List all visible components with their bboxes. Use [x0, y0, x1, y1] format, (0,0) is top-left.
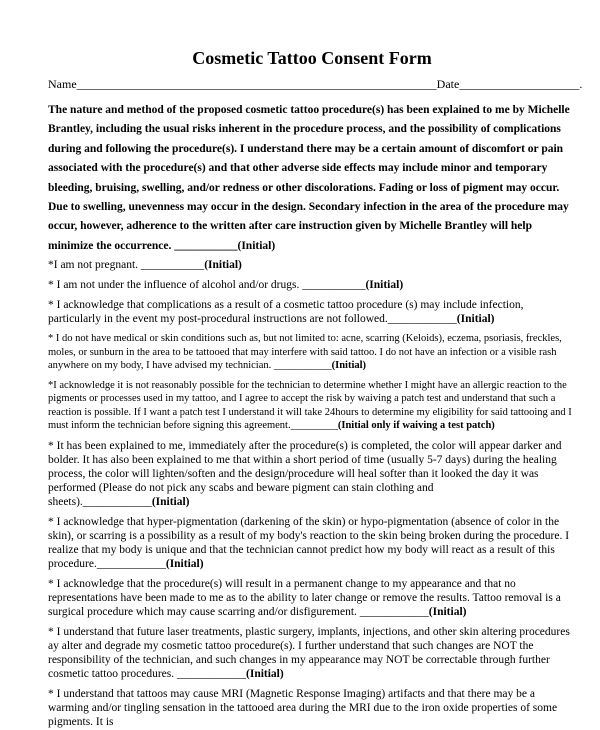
statement-pregnancy	[48, 258, 576, 272]
statement-text: * I understand that tattoos may cause MRI (Magnetic Response Imaging) artifacts and that there may be a warming and/or tingling sensation in the tattooed area during the MRI due to the iron oxide properties of some pigments. It is	[48, 687, 558, 728]
statement-alcohol	[48, 278, 576, 292]
name-label: Name	[48, 77, 77, 91]
statement-mri	[48, 687, 576, 729]
statement-future-treatments	[48, 625, 576, 681]
form-title: Cosmetic Tattoo Consent Form	[192, 48, 432, 68]
statement-color-healing	[48, 439, 576, 509]
statement-text: * I do not have medical or skin conditions such as, but not limited to: acne, scarring (Keloids), eczema, psoriasis, freckles, moles, or sunburn in the area to be tattooed that may interfere with said tattoo. I do not have an infection or a visible rash anywhere on my body, I have advised my technician. ___________	[48, 333, 562, 372]
initial-label: (Initial)	[165, 557, 204, 570]
statement-text: * I acknowledge that complications as a result of a cosmetic tattoo procedure (s) may include infection, particularly in the event my post-procedural instructions are not followed.____________	[48, 299, 524, 326]
statement-skin-conditions	[48, 332, 576, 373]
initial-label: (Initial)	[456, 313, 495, 326]
date-label: Date	[436, 77, 460, 91]
statement-complications	[48, 298, 576, 326]
statement-text: * I acknowledge that hyper-pigmentation (darkening of the skin) or hypo-pigmentation (absence of color in the skin), or scarring is a possibility as a result of my body's reaction to the skin being broken during the procedure. I realize that my body is unique and that the technician cannot predict how my body will react as a result of this procedure.____________	[48, 515, 570, 570]
initial-label: (Initial)	[151, 495, 190, 508]
statement-text: * I understand that future laser treatments, plastic surgery, implants, injections, and other skin altering procedures ay alter and degrade my cosmetic tattoo procedure(s). I further understand that such changes are NOT the responsibility of the technician, and such changes in my appearance may NOT be correctable through further cosmetic tattoo procedures. ____________	[48, 625, 570, 680]
name-field[interactable]: ____________________________________________________________	[76, 77, 437, 91]
initial-label: (Initial)	[331, 360, 367, 372]
name-date-row	[48, 77, 583, 91]
statement-text: * I am not under the influence of alcohol and/or drugs. ___________	[48, 279, 366, 292]
date-field[interactable]: ____________________.	[459, 77, 583, 91]
statement-permanent-change	[48, 577, 576, 619]
initial-label: (Initial)	[204, 259, 242, 272]
initial-label: (Initial)	[246, 667, 284, 680]
statement-text: * It has been explained to me, immediately after the procedure(s) is completed, the color will appear darker and bolder. It has also been explained to me that within a short period of time (usually 5-7 days) during the healing process, the color will lighten/soften and the design/procedure will heal softer than it looked the day it was performed (Please do not pick any scabs and beware pigment can stain clothing and sheets).____________	[48, 439, 562, 508]
initial-label: (Initial only if waiving a test patch)	[337, 420, 495, 432]
intro-paragraph: The nature and method of the proposed cosmetic tattoo procedure(s) has been explained to me by Michelle Brantley, including the usual risks inherent in the procedure process, and the possibility of complications during and following the procedure(s). I understand there may be a certain amount of discomfort or pain associated with the procedure(s) and that other adverse side effects may include minor and temporary bleeding, bruising, swelling, and/or redness or other discolorations. Fading or loss of pigment may occur. Due to swelling, unevenness may occur in the design. Secondary infection in the area of the procedure may occur, however, adherence to the written after care instruction given by Michelle Brantley will help minimize the occurrence. ___________(Initial)	[48, 104, 570, 252]
statement-pigmentation	[48, 515, 576, 571]
initial-label: (Initial)	[428, 605, 467, 618]
statement-text: * I acknowledge that the procedure(s) will result in a permanent change to my appearance and that no representations have been made to me as to the ability to later change or remove the results. Tattoo removal is a surgical procedure which may cause scarring and/or disfigurement. ____________	[48, 577, 561, 618]
statement-text: *I am not pregnant. ___________	[48, 259, 205, 272]
statement-text: *I acknowledge it is not reasonably possible for the technician to determine whether I might have an allergic reaction to the pigments or processes used in my tattoo, and I agree to accept the risk by waiving a patch test and understand that such a reaction is possible. If I want a patch test I understand it will take 24hours to determine my eligibility for said tattooing and I must inform the technician before signing this agreement._________	[48, 379, 572, 432]
initial-label: (Initial)	[365, 279, 404, 292]
statement-allergic-reaction	[48, 379, 576, 433]
